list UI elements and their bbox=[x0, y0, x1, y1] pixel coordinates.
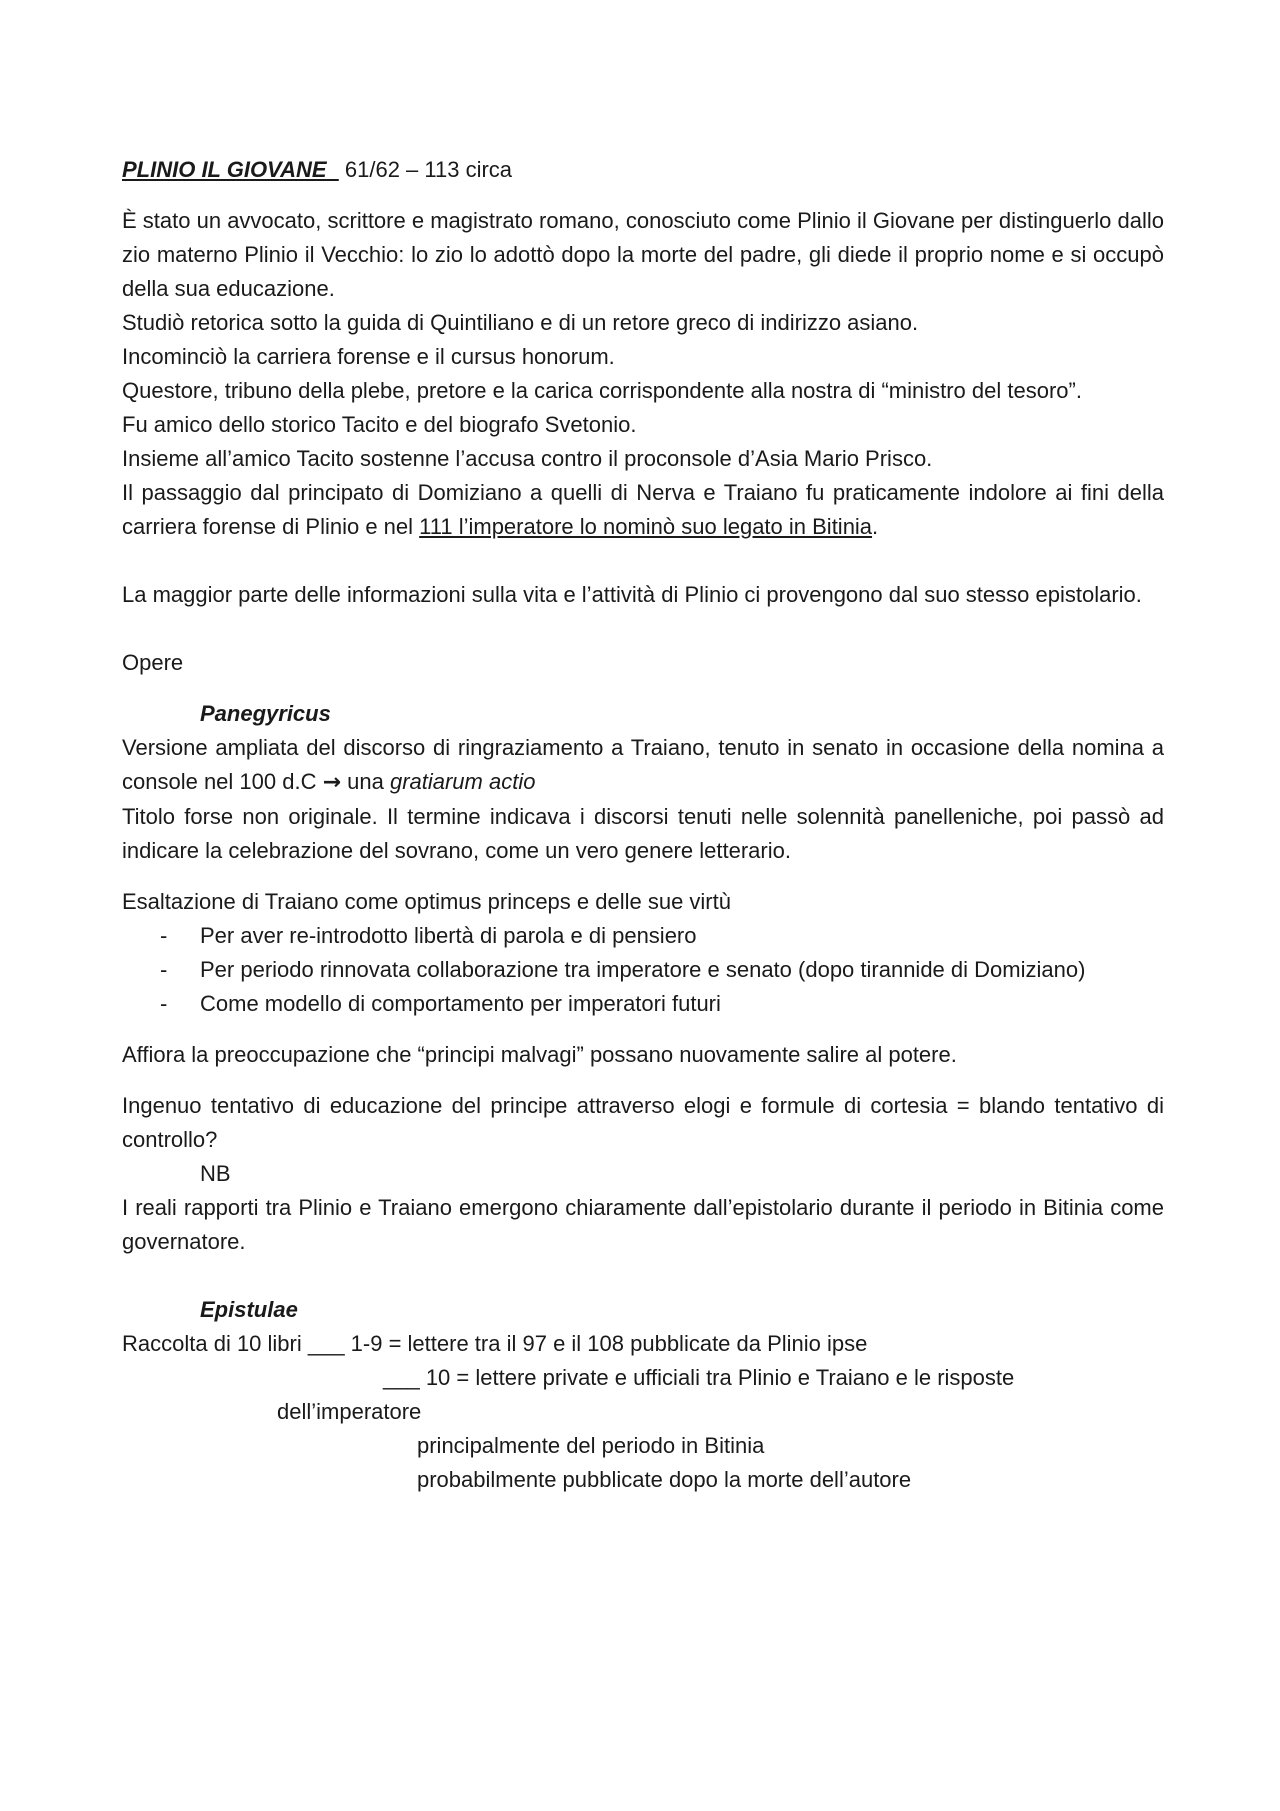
bio-paragraph-6: Insieme all’amico Tacito sostenne l’accusa contro il proconsole d’Asia Mario Prisco. bbox=[122, 446, 933, 471]
virtues-list bbox=[122, 919, 1164, 1021]
list-item-text: Per periodo rinnovata collaborazione tra imperatore e senato (dopo tirannide di Domiziano) bbox=[200, 957, 1086, 982]
panegyricus-p1-mid: una bbox=[341, 769, 390, 794]
epistulae-line-3: principalmente del periodo in Bitinia bbox=[417, 1433, 765, 1458]
life-dates: 61/62 – 113 circa bbox=[338, 157, 513, 182]
bio-paragraph-5: Fu amico dello storico Tacito e del biografo Svetonio. bbox=[122, 412, 637, 437]
panegyricus-paragraph-3: Esaltazione di Traiano come optimus princeps e delle sue virtù bbox=[122, 889, 731, 914]
bio-paragraph-8: La maggior parte delle informazioni sulla vita e l’attività di Plinio ci provengono dal suo stesso epistolario. bbox=[122, 582, 1142, 607]
bio-paragraph-7-end: . bbox=[872, 514, 879, 539]
epistulae-line-1: Raccolta di 10 libri ___ 1-9 = lettere tra il 97 e il 108 pubblicate da Plinio ipse bbox=[122, 1331, 868, 1356]
list-item bbox=[122, 987, 1164, 1021]
list-item bbox=[122, 919, 1164, 953]
epistulae-line-2: ___ 10 = lettere private e ufficiali tra Plinio e Traiano e le risposte bbox=[383, 1365, 1015, 1390]
document-page bbox=[122, 153, 1164, 1497]
gratiarum-actio-italic: gratiarum actio bbox=[389, 769, 536, 794]
document-header bbox=[122, 153, 1164, 187]
list-item-text: Come modello di comportamento per imperatori futuri bbox=[200, 991, 721, 1016]
list-item bbox=[122, 953, 1164, 987]
dash-bullet: - bbox=[160, 957, 168, 982]
list-item-text: Per aver re-introdotto libertà di parola e di pensiero bbox=[200, 923, 697, 948]
panegyricus-paragraph-1 bbox=[122, 731, 1164, 800]
bio-paragraph-7 bbox=[122, 476, 1164, 544]
epistulae-heading: Epistulae bbox=[200, 1297, 298, 1322]
title-underline-gap bbox=[327, 157, 339, 182]
document-title: PLINIO IL GIOVANE bbox=[122, 157, 327, 182]
legato-bitinia-underlined: 111 l’imperatore lo nominò suo legato in Bitinia bbox=[419, 514, 873, 539]
panegyricus-p1-start: Versione ampliata del discorso di ringraziamento a Traiano, tenuto in senato in occasione della nomina a console nel 100 d.C bbox=[122, 735, 1164, 794]
dash-bullet: - bbox=[160, 991, 168, 1016]
dash-bullet: - bbox=[160, 923, 168, 948]
panegyricus-paragraph-2: Titolo forse non originale. Il termine indicava i discorsi tenuti nelle solennità panelleniche, poi passò ad indicare la celebrazione del sovrano, come un vero genere letterario. bbox=[122, 804, 1164, 863]
bio-paragraph-1: È stato un avvocato, scrittore e magistrato romano, conosciuto come Plinio il Giovane per distinguerlo dallo zio materno Plinio il Vecchio: lo zio lo adottò dopo la morte del padre, gli diede il proprio nome e si occupò della sua educazione. bbox=[122, 208, 1164, 301]
bio-paragraph-2: Studiò retorica sotto la guida di Quintiliano e di un retore greco di indirizzo asiano. bbox=[122, 310, 919, 335]
panegyricus-paragraph-5: Ingenuo tentativo di educazione del principe attraverso elogi e formule di cortesia = blando tentativo di controllo? bbox=[122, 1093, 1164, 1152]
panegyricus-heading: Panegyricus bbox=[200, 701, 331, 726]
bio-paragraph-3: Incominciò la carriera forense e il cursus honorum. bbox=[122, 344, 615, 369]
arrow-right-icon: → bbox=[322, 770, 342, 795]
panegyricus-paragraph-6: I reali rapporti tra Plinio e Traiano emergono chiaramente dall’epistolario durante il periodo in Bitinia come governatore. bbox=[122, 1195, 1164, 1254]
epistulae-line-2b: dell’imperatore bbox=[277, 1399, 422, 1424]
nb-note: NB bbox=[200, 1161, 231, 1186]
bio-paragraph-4: Questore, tribuno della plebe, pretore e la carica corrispondente alla nostra di “ministro del tesoro”. bbox=[122, 378, 1082, 403]
works-label: Opere bbox=[122, 650, 184, 675]
epistulae-line-4: probabilmente pubblicate dopo la morte dell’autore bbox=[417, 1467, 912, 1492]
bio-paragraph-7-start: Il passaggio dal principato di Domiziano a quelli di Nerva e Traiano fu praticamente indolore ai fini della carriera forense di Plinio e nel bbox=[122, 480, 1164, 539]
panegyricus-paragraph-4: Affiora la preoccupazione che “principi malvagi” possano nuovamente salire al potere. bbox=[122, 1042, 957, 1067]
